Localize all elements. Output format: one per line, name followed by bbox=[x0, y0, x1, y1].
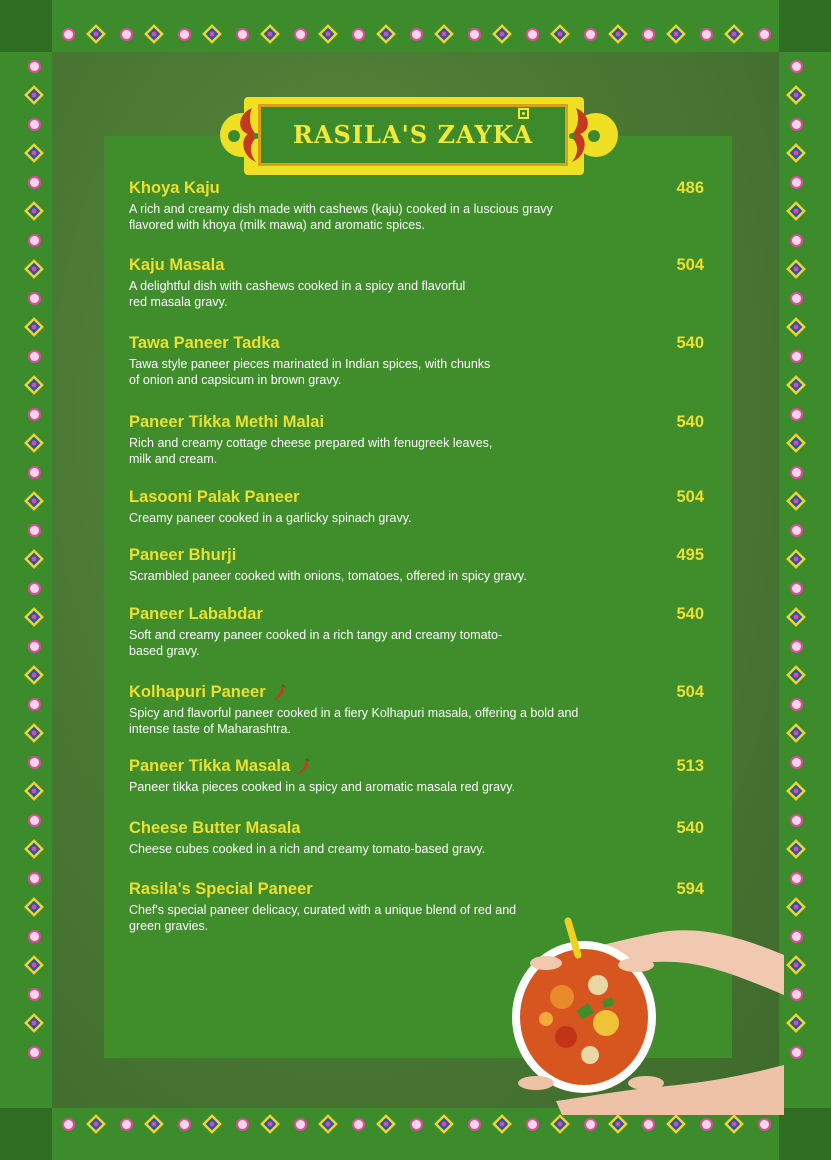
diamond-motif-icon bbox=[202, 1114, 222, 1134]
diamond-motif-icon bbox=[86, 24, 106, 44]
ring-motif-icon bbox=[700, 28, 713, 41]
diamond-motif-icon bbox=[24, 781, 44, 801]
diamond-motif-icon bbox=[24, 201, 44, 221]
item-name: Tawa Paneer Tadka bbox=[129, 334, 280, 352]
corner-block bbox=[779, 1108, 831, 1160]
ring-motif-icon bbox=[790, 872, 803, 885]
ring-motif-icon bbox=[28, 60, 41, 73]
chili-icon bbox=[295, 758, 311, 776]
ring-motif-icon bbox=[178, 1118, 191, 1131]
right-border bbox=[779, 0, 831, 1160]
ring-motif-icon bbox=[236, 28, 249, 41]
item-description: Scrambled paneer cooked with onions, tomatoes, offered in spicy gravy. bbox=[129, 569, 527, 583]
item-price: 486 bbox=[676, 179, 704, 197]
diamond-motif-icon bbox=[786, 201, 806, 221]
diamond-motif-icon bbox=[24, 839, 44, 859]
diamond-motif-icon bbox=[318, 24, 338, 44]
diamond-motif-icon bbox=[724, 1114, 744, 1134]
ring-motif-icon bbox=[790, 118, 803, 131]
ring-motif-icon bbox=[120, 1118, 133, 1131]
diamond-motif-icon bbox=[724, 24, 744, 44]
diamond-motif-icon bbox=[24, 665, 44, 685]
corner-block bbox=[779, 0, 831, 52]
ring-motif-icon bbox=[790, 698, 803, 711]
item-price: 513 bbox=[676, 757, 704, 775]
ring-motif-icon bbox=[468, 1118, 481, 1131]
ring-motif-icon bbox=[28, 234, 41, 247]
top-border bbox=[0, 0, 831, 52]
diamond-motif-icon bbox=[24, 85, 44, 105]
diamond-motif-icon bbox=[144, 24, 164, 44]
ring-motif-icon bbox=[790, 234, 803, 247]
ring-motif-icon bbox=[352, 28, 365, 41]
diamond-motif-icon bbox=[786, 607, 806, 627]
ring-motif-icon bbox=[410, 28, 423, 41]
diamond-motif-icon bbox=[492, 24, 512, 44]
ring-motif-icon bbox=[642, 28, 655, 41]
ring-motif-icon bbox=[28, 930, 41, 943]
diamond-motif-icon bbox=[24, 433, 44, 453]
ring-motif-icon bbox=[790, 60, 803, 73]
corner-block bbox=[0, 1108, 52, 1160]
diamond-motif-icon bbox=[24, 955, 44, 975]
item-name: Paneer Tikka Masala bbox=[129, 757, 291, 775]
diamond-motif-icon bbox=[24, 897, 44, 917]
diamond-motif-icon bbox=[86, 1114, 106, 1134]
ring-motif-icon bbox=[236, 1118, 249, 1131]
diamond-motif-icon bbox=[666, 24, 686, 44]
diamond-motif-icon bbox=[24, 549, 44, 569]
ring-motif-icon bbox=[294, 28, 307, 41]
ring-motif-icon bbox=[28, 698, 41, 711]
diamond-motif-icon bbox=[24, 317, 44, 337]
item-description: Soft and creamy paneer cooked in a rich tangy and creamy tomato-based gravy. bbox=[129, 628, 503, 658]
ring-motif-icon bbox=[584, 28, 597, 41]
diamond-motif-icon bbox=[376, 24, 396, 44]
diamond-motif-icon bbox=[786, 259, 806, 279]
ring-motif-icon bbox=[526, 1118, 539, 1131]
ring-motif-icon bbox=[352, 1118, 365, 1131]
restaurant-title: RASILA'S ZAYKA bbox=[292, 120, 534, 149]
ring-motif-icon bbox=[758, 28, 771, 41]
ring-motif-icon bbox=[700, 1118, 713, 1131]
diamond-motif-icon bbox=[786, 839, 806, 859]
ring-motif-icon bbox=[120, 28, 133, 41]
diamond-motif-icon bbox=[24, 259, 44, 279]
diamond-motif-icon bbox=[786, 433, 806, 453]
item-name: Paneer Lababdar bbox=[129, 605, 263, 623]
ring-motif-icon bbox=[28, 408, 41, 421]
ring-motif-icon bbox=[28, 292, 41, 305]
diamond-motif-icon bbox=[786, 85, 806, 105]
ring-motif-icon bbox=[28, 1046, 41, 1059]
ring-motif-icon bbox=[790, 988, 803, 1001]
diamond-motif-icon bbox=[786, 375, 806, 395]
ring-motif-icon bbox=[62, 28, 75, 41]
diamond-motif-icon bbox=[260, 24, 280, 44]
ring-motif-icon bbox=[790, 582, 803, 595]
item-description: Creamy paneer cooked in a garlicky spinach gravy. bbox=[129, 511, 412, 525]
item-description: Spicy and flavorful paneer cooked in a fiery Kolhapuri masala, offering a bold and intense taste of Maharashtra. bbox=[129, 706, 579, 736]
item-name: Lasooni Palak Paneer bbox=[129, 488, 300, 506]
curry-bowl-image bbox=[506, 915, 784, 1115]
diamond-motif-icon bbox=[202, 24, 222, 44]
ring-motif-icon bbox=[28, 640, 41, 653]
diamond-motif-icon bbox=[786, 781, 806, 801]
ring-motif-icon bbox=[294, 1118, 307, 1131]
item-description: Paneer tikka pieces cooked in a spicy and aromatic masala red gravy. bbox=[129, 780, 516, 794]
item-price: 540 bbox=[676, 334, 704, 352]
diamond-motif-icon bbox=[550, 1114, 570, 1134]
ring-motif-icon bbox=[790, 756, 803, 769]
ring-motif-icon bbox=[790, 466, 803, 479]
diamond-motif-icon bbox=[608, 1114, 628, 1134]
diamond-motif-icon bbox=[260, 1114, 280, 1134]
bottom-border bbox=[0, 1108, 831, 1160]
ring-motif-icon bbox=[28, 176, 41, 189]
veg-symbol-icon bbox=[518, 108, 529, 119]
ring-motif-icon bbox=[28, 756, 41, 769]
item-description: Chef's special paneer delicacy, curated with a unique blend of red and green gravies. bbox=[129, 903, 517, 933]
diamond-motif-icon bbox=[144, 1114, 164, 1134]
item-description: Rich and creamy cottage cheese prepared with fenugreek leaves, milk and cream. bbox=[129, 436, 493, 466]
ring-motif-icon bbox=[584, 1118, 597, 1131]
diamond-motif-icon bbox=[550, 24, 570, 44]
ring-motif-icon bbox=[790, 640, 803, 653]
item-price: 504 bbox=[676, 256, 704, 274]
diamond-motif-icon bbox=[24, 607, 44, 627]
ring-motif-icon bbox=[790, 524, 803, 537]
item-price: 540 bbox=[676, 413, 704, 431]
item-name: Khoya Kaju bbox=[129, 179, 220, 197]
item-name-row bbox=[129, 757, 311, 776]
diamond-motif-icon bbox=[786, 317, 806, 337]
diamond-motif-icon bbox=[786, 143, 806, 163]
diamond-motif-icon bbox=[24, 723, 44, 743]
ring-motif-icon bbox=[28, 524, 41, 537]
item-price: 504 bbox=[676, 683, 704, 701]
ring-motif-icon bbox=[28, 118, 41, 131]
diamond-motif-icon bbox=[786, 549, 806, 569]
diamond-motif-icon bbox=[786, 897, 806, 917]
ring-motif-icon bbox=[62, 1118, 75, 1131]
left-border bbox=[0, 0, 52, 1160]
ring-motif-icon bbox=[28, 814, 41, 827]
item-price: 594 bbox=[676, 880, 704, 898]
ring-motif-icon bbox=[410, 1118, 423, 1131]
diamond-motif-icon bbox=[492, 1114, 512, 1134]
ring-motif-icon bbox=[28, 872, 41, 885]
ring-motif-icon bbox=[758, 1118, 771, 1131]
ring-motif-icon bbox=[790, 814, 803, 827]
diamond-motif-icon bbox=[24, 375, 44, 395]
ring-motif-icon bbox=[790, 1046, 803, 1059]
ring-motif-icon bbox=[28, 466, 41, 479]
item-name-row bbox=[129, 683, 287, 702]
diamond-motif-icon bbox=[24, 1013, 44, 1033]
item-name: Paneer Bhurji bbox=[129, 546, 237, 564]
item-name: Kolhapuri Paneer bbox=[129, 683, 266, 701]
diamond-motif-icon bbox=[786, 723, 806, 743]
item-name: Cheese Butter Masala bbox=[129, 819, 301, 837]
diamond-motif-icon bbox=[318, 1114, 338, 1134]
item-name: Kaju Masala bbox=[129, 256, 225, 274]
ring-motif-icon bbox=[28, 350, 41, 363]
diamond-motif-icon bbox=[376, 1114, 396, 1134]
ring-motif-icon bbox=[790, 350, 803, 363]
corner-block bbox=[0, 0, 52, 52]
ring-motif-icon bbox=[790, 930, 803, 943]
ring-motif-icon bbox=[790, 408, 803, 421]
item-description: A rich and creamy dish made with cashews (kaju) cooked in a luscious gravy flavored with khoya (milk mawa) and aromatic spices. bbox=[129, 202, 553, 232]
ring-motif-icon bbox=[28, 988, 41, 1001]
diamond-motif-icon bbox=[608, 24, 628, 44]
ring-motif-icon bbox=[468, 28, 481, 41]
item-name: Paneer Tikka Methi Malai bbox=[129, 413, 325, 431]
ring-motif-icon bbox=[28, 582, 41, 595]
ring-motif-icon bbox=[790, 176, 803, 189]
item-description: Tawa style paneer pieces marinated in Indian spices, with chunks of onion and capsicum in brown gravy. bbox=[129, 357, 491, 387]
ring-motif-icon bbox=[642, 1118, 655, 1131]
diamond-motif-icon bbox=[786, 665, 806, 685]
item-price: 540 bbox=[676, 819, 704, 837]
item-description: Cheese cubes cooked in a rich and creamy tomato-based gravy. bbox=[129, 842, 486, 856]
ring-motif-icon bbox=[526, 28, 539, 41]
diamond-motif-icon bbox=[786, 491, 806, 511]
ring-motif-icon bbox=[178, 28, 191, 41]
ring-motif-icon bbox=[790, 292, 803, 305]
item-price: 540 bbox=[676, 605, 704, 623]
item-price: 504 bbox=[676, 488, 704, 506]
diamond-motif-icon bbox=[786, 1013, 806, 1033]
item-name: Rasila's Special Paneer bbox=[129, 880, 313, 898]
item-price: 495 bbox=[676, 546, 704, 564]
diamond-motif-icon bbox=[434, 24, 454, 44]
diamond-motif-icon bbox=[24, 143, 44, 163]
diamond-motif-icon bbox=[786, 955, 806, 975]
item-description: A delightful dish with cashews cooked in a spicy and flavorful red masala gravy. bbox=[129, 279, 466, 309]
diamond-motif-icon bbox=[434, 1114, 454, 1134]
diamond-motif-icon bbox=[24, 491, 44, 511]
chili-icon bbox=[271, 684, 287, 702]
diamond-motif-icon bbox=[666, 1114, 686, 1134]
